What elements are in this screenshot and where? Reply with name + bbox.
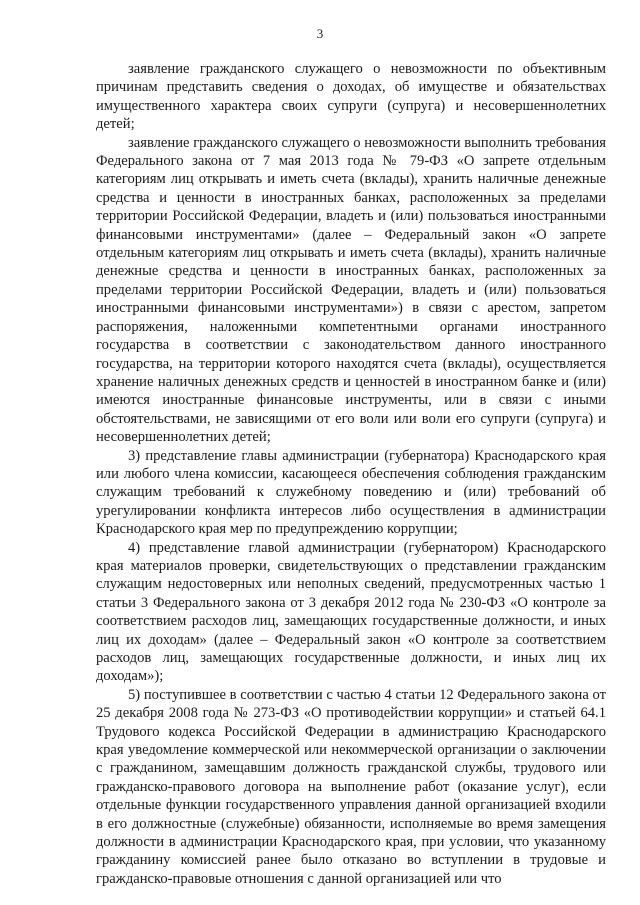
paragraph-item-5: 5) поступившее в соответствии с частью 4 статьи 12 Федерального закона от 25 декабря 2008 года № 273-ФЗ «О противодействии коррупции» и статьей 64.1 Трудового кодекса Российской Федерации в администрацию Краснодарского края уведомление коммерческой или некоммерческой организации о заключении с гражданином, замещавшим должность гражданской службы, трудового или гражданско-правового договора на выполнение работ (оказание услуг), если отдельные функции государственного управления данной организацией входили в его должностные (служебные) обязанности, исполняемые во время замещения должности в администрации Краснодарского края, при условии, что указанному гражданину комиссией ранее было отказано во вступлении в трудовые и гражданско-правовые отношения с данной организацией или что (96, 686, 606, 887)
paragraph-inability-spouse-income: заявление гражданского служащего о невозможности по объективным причинам представить сведения о доходах, об имуществе и обязательствах имущественного характера своих супруги (супруга) и несовершеннолетних детей; (96, 61, 606, 133)
page-number: 3 (316, 26, 324, 41)
document-body (96, 60, 606, 888)
paragraph-item-4: 4) представление главой администрации (губернатором) Краснодарского края материалов проверки, свидетельствующих о представлении гражданским служащим недостоверных или неполных сведений, предусмотренных частью 1 статьи 3 Федерального закона от 3 декабря 2012 года № 230-ФЗ «О контроле за соответствием расходов лиц, замещающих государственные должности, и иных лиц их доходам» (далее – Федеральный закон «О контроле за соответствием расходов лиц, замещающих государственные должности, и иных лиц их доходам»); (96, 539, 606, 685)
paragraph-item-3: 3) представление главы администрации (губернатора) Краснодарского края или любого члена комиссии, касающееся обеспечения соблюдения гражданским служащим требований к служебному поведению и (или) требований об урегулировании конфликта интересов либо осуществления в администрации Краснодарского края мер по предупреждению коррупции; (96, 447, 606, 538)
paragraph-inability-foreign-accounts: заявление гражданского служащего о невозможности выполнить требования Федерального закона от 7 мая 2013 года № 79-ФЗ «О запрете отдельным категориям лиц открывать и иметь счета (вклады), хранить наличные денежные средства и ценности в иностранных банках, расположенных за пределами территории Российской Федерации, владеть и (или) пользоваться иностранными финансовыми инструментами» (далее – Федеральный закон «О запрете отдельным категориям лиц открывать и иметь счета (вклады), хранить наличные денежные средства и ценности в иностранных банках, расположенных за пределами территории Российской Федерации, владеть и (или) пользоваться иностранными финансовыми инструментами») в связи с арестом, запретом распоряжения, наложенными компетентными органами иностранного государства в соответствии с законодательством данного иностранного государства, на территории которого находятся счета (вклады), осуществляется хранение наличных денежных средств и ценностей в иностранном банке и (или) имеются иностранные финансовые инструменты, или в связи с иными обстоятельствами, не зависящими от его воли или воли его супруги (супруга) и несовершеннолетних детей; (96, 134, 606, 446)
